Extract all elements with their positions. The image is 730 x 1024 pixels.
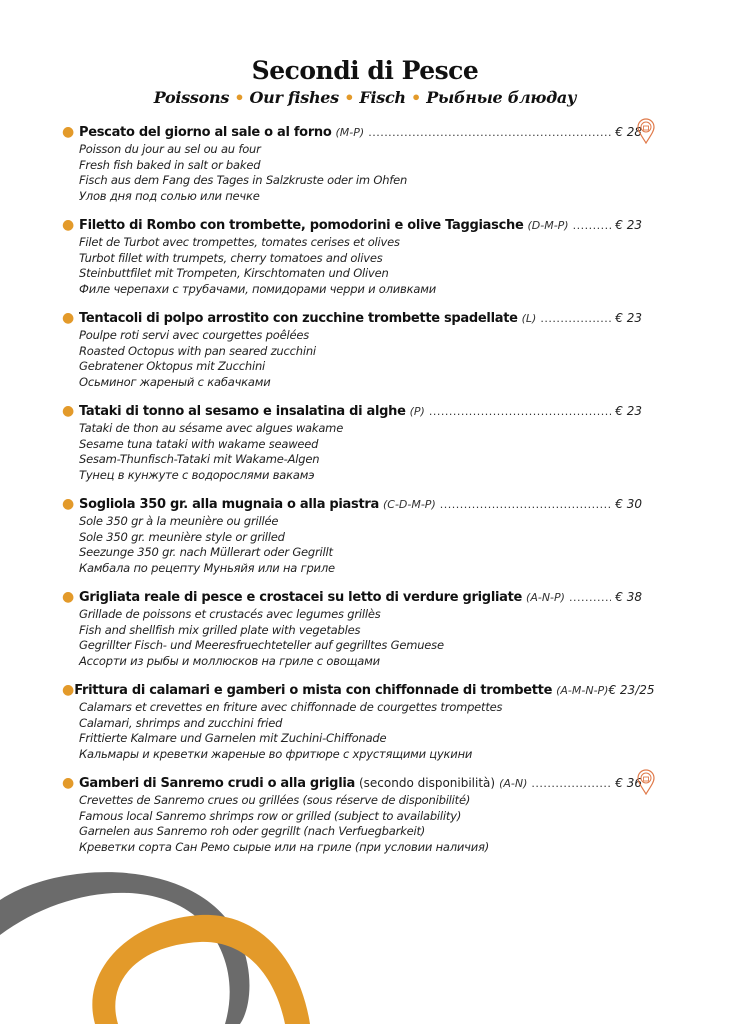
item-translation: Poisson du jour au sel ou au four (79, 142, 261, 156)
menu-item (62, 775, 642, 855)
item-price: € 36 (615, 776, 642, 790)
item-translation: Seezunge 350 gr. nach Müllerart oder Gegrillt (79, 545, 333, 559)
bullet-icon: ● (62, 589, 75, 605)
item-translation: Fresh fish baked in salt or baked (79, 157, 261, 172)
item-translation: Ассорти из рыбы и моллюсков на гриле с овощами (79, 653, 380, 668)
subtitle-de: Fisch (359, 88, 406, 107)
bullet-icon: ● (62, 217, 75, 233)
item-note: (secondo disponibilità) (358, 776, 496, 790)
item-translation: Осьминог жареный с кабачками (79, 374, 271, 389)
bullet-icon: ● (62, 124, 75, 140)
item-translation: Gebratener Oktopus mit Zucchini (79, 359, 266, 373)
item-header (62, 124, 642, 142)
bullet-icon: ● (62, 310, 75, 326)
item-translation: Famous local Sanremo shrimps row or grilled (subject to availability) (79, 808, 462, 823)
dot-leader (531, 777, 611, 790)
page-title: Secondi di Pesce (251, 56, 479, 85)
item-header (62, 682, 655, 700)
item-name: Gamberi di Sanremo crudi o alla griglia (79, 776, 355, 791)
item-allergens: (C-D-M-P) (382, 498, 436, 511)
item-price: € 30 (615, 497, 642, 511)
bullet-icon: ● (62, 496, 75, 512)
local-product-pin-icon (637, 769, 655, 795)
item-header (62, 589, 642, 607)
menu-item (62, 310, 642, 390)
item-translation: Fisch aus dem Fang des Tages in Salzkruste oder im Ohfen (79, 173, 408, 187)
dot-leader (440, 498, 612, 511)
item-price: € 23 (615, 311, 642, 325)
dot-leader (569, 591, 611, 604)
dot-leader (368, 126, 611, 139)
menu-item (62, 124, 642, 204)
subtitle-ru: Рыбные блюдау (426, 88, 577, 107)
subtitle-en: Our fishes (249, 88, 339, 107)
item-translation: Креветки сорта Сан Ремо сырые или на гриле (при условии наличия) (79, 839, 490, 854)
item-allergens: (M-P) (335, 126, 365, 139)
local-product-pin-icon (637, 118, 655, 144)
item-name: Filetto di Rombo con trombette, pomodorini e olive Taggiasche (79, 218, 524, 233)
item-name: Pescato del giorno al sale o al forno (79, 125, 332, 140)
item-name: Sogliola 350 gr. alla mugnaia o alla piastra (79, 497, 379, 512)
separator-dot: • (344, 88, 355, 107)
dot-leader (573, 219, 612, 232)
item-translation: Улов дня под солью или печке (79, 188, 260, 203)
item-header (62, 496, 642, 514)
item-name: Frittura di calamari e gamberi o mista con chiffonnade di trombette (74, 683, 553, 698)
separator-dot: • (234, 88, 245, 107)
item-translation: Turbot fillet with trumpets, cherry tomatoes and olives (79, 250, 383, 265)
page-subtitle (0, 88, 730, 107)
item-allergens: (L) (521, 312, 537, 325)
item-translation: Sesame tuna tataki with wakame seaweed (79, 436, 319, 451)
item-translation: Gegrillter Fisch- und Meeresfruechteteller auf gegrilltes Gemuese (79, 638, 444, 652)
bullet-icon: ● (62, 403, 75, 419)
item-header (62, 403, 642, 421)
menu-item (62, 403, 642, 483)
item-translation: Камбала по рецепту Муньяйя или на гриле (79, 560, 335, 575)
item-allergens: (D-M-P) (527, 219, 569, 232)
item-name: Grigliata reale di pesce e crostacei su letto di verdure grigliate (79, 590, 523, 605)
item-name: Tataki di tonno al sesamo e insalatina di alghe (79, 404, 406, 419)
menu-item (62, 682, 655, 762)
item-translation: Crevettes de Sanremo crues ou grillées (sous réserve de disponibilité) (79, 793, 471, 807)
separator-dot: • (411, 88, 421, 107)
item-translation: Calamars et crevettes en friture avec chiffonnade de courgettes trompettes (79, 700, 503, 714)
item-translation: Filet de Turbot avec trompettes, tomates cerises et olives (79, 235, 400, 249)
item-translation: Sole 350 gr à la meunière ou grillée (79, 514, 279, 528)
item-header (62, 775, 642, 793)
item-translation: Calamari, shrimps and zucchini fried (79, 715, 283, 730)
subtitle-fr: Poissons (153, 88, 230, 107)
item-price: € 38 (615, 590, 642, 604)
item-translation: Steinbuttfilet mit Trompeten, Kirschtomaten und Oliven (79, 266, 389, 280)
item-translation: Кальмары и креветки жареные во фритюре с хрустящими цукини (79, 746, 473, 761)
item-allergens: (A-N-P) (526, 591, 565, 604)
item-translation: Frittierte Kalmare und Garnelen mit Zuchini-Chiffonade (79, 731, 387, 745)
item-translation: Тунец в кунжуте с водорослями вакамэ (79, 467, 315, 482)
item-price: € 28 (615, 125, 642, 139)
bullet-icon: ● (62, 682, 75, 698)
item-translation: Tataki de thon au sésame avec algues wakame (79, 421, 344, 435)
item-translation: Sesam-Thunfisch-Tataki mit Wakame-Algen (79, 452, 320, 466)
menu-item (62, 589, 642, 669)
dot-leader (429, 405, 611, 418)
item-price: € 23 (615, 404, 642, 418)
item-translation: Poulpe roti servi avec courgettes poêlées (79, 328, 310, 342)
menu-item (62, 496, 642, 576)
item-allergens: (P) (409, 405, 425, 418)
item-allergens: (A-N) (499, 777, 528, 790)
decorative-swoosh (0, 860, 330, 1024)
menu-item (62, 217, 642, 297)
item-allergens: (A-M-N-P) (556, 684, 609, 697)
item-translation: Grillade de poissons et crustacés avec legumes grillès (79, 607, 381, 621)
item-name: Tentacoli di polpo arrostito con zucchine trombette spadellate (79, 311, 518, 326)
item-translation: Sole 350 gr. meunière style or grilled (79, 529, 285, 544)
item-translation: Roasted Octopus with pan seared zucchini (79, 343, 316, 358)
dot-leader (540, 312, 611, 325)
item-price: € 23 (615, 218, 642, 232)
item-price: € 23/25 (608, 683, 655, 697)
item-header (62, 217, 642, 235)
item-header (62, 310, 642, 328)
item-translation: Fish and shellfish mix grilled plate with vegetables (79, 622, 361, 637)
item-translation: Филе черепахи с трубачами, помидорами черри и оливками (79, 281, 436, 296)
bullet-icon: ● (62, 775, 75, 791)
item-translation: Garnelen aus Sanremo roh oder gegrillt (nach Verfuegbarkeit) (79, 824, 426, 838)
